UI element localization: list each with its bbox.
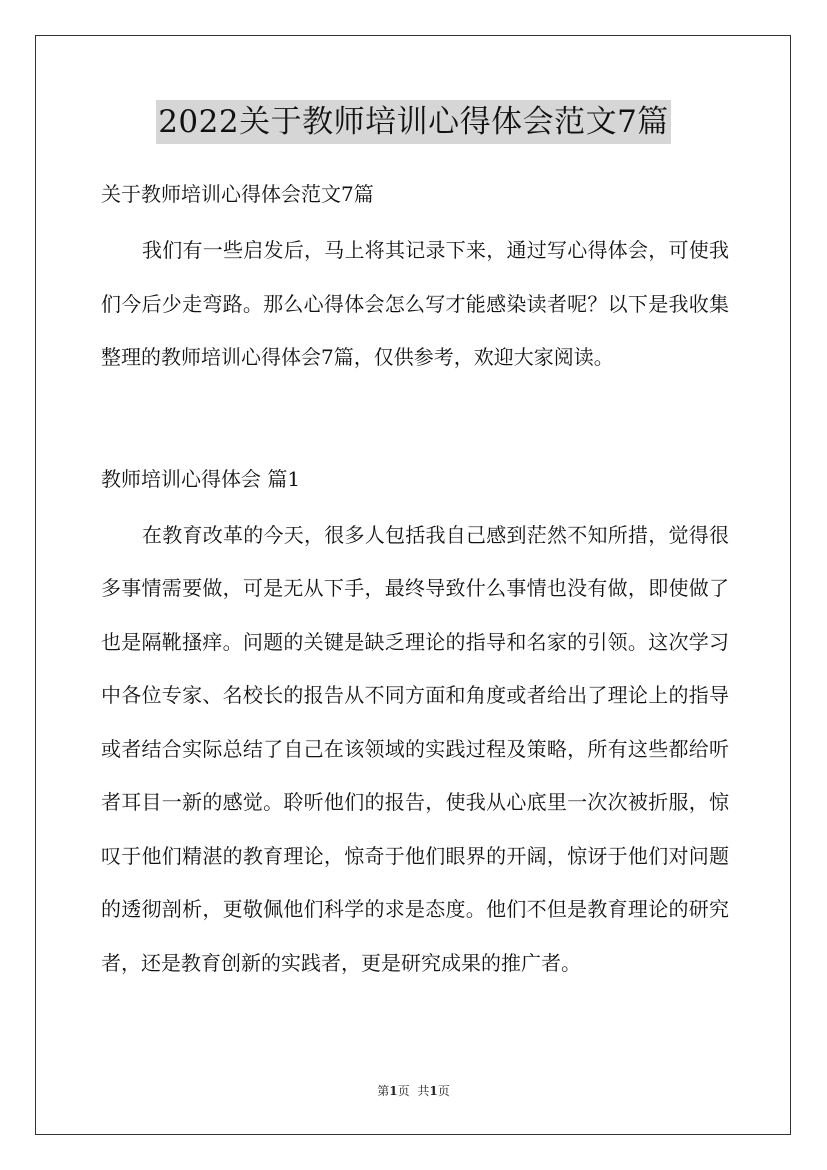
title-container	[0, 100, 827, 144]
page-label-prefix: 第	[377, 1084, 390, 1098]
total-label-prefix: 共	[417, 1084, 430, 1098]
total-pages: 1	[429, 1084, 438, 1098]
section-paragraph: 在教育改革的今天，很多人包括我自己感到茫然不知所措，觉得很多事情需要做，可是无从下手，最终导致什么事情也没有做，即使做了也是隔靴搔痒。问题的关键是缺乏理论的指导和名家的引领。这次学习中各位专家、名校长的报告从不同方面和角度或者给出了理论上的指导或者结合实际总结了自己在该领域的实践过程及策略，所有这些都给听者耳目一新的感觉。聆听他们的报告，使我从心底里一次次被折服，惊叹于他们精湛的教育理论，惊奇于他们眼界的开阔，惊讶于他们对问题的透彻剖析，更敬佩他们科学的求是态度。他们不但是教育理论的研究者，还是教育创新的实践者，更是研究成果的推广者。	[101, 522, 729, 975]
page-number: 1	[389, 1084, 398, 1098]
total-label-suffix: 页	[437, 1084, 450, 1098]
document-subtitle: 关于教师培训心得体会范文7篇	[101, 182, 374, 206]
page-footer	[0, 1082, 827, 1099]
section-heading: 教师培训心得体会 篇1	[101, 466, 301, 491]
intro-paragraph: 我们有一些启发后，马上将其记录下来，通过写心得体会，可使我们今后少走弯路。那么心得体会怎么写才能感染读者呢？以下是我收集整理的教师培训心得体会7篇，仅供参考，欢迎大家阅读。	[101, 238, 729, 369]
document-body	[101, 172, 729, 990]
document-title: 2022关于教师培训心得体会范文7篇	[156, 100, 671, 144]
page-label-suffix: 页	[397, 1084, 410, 1098]
